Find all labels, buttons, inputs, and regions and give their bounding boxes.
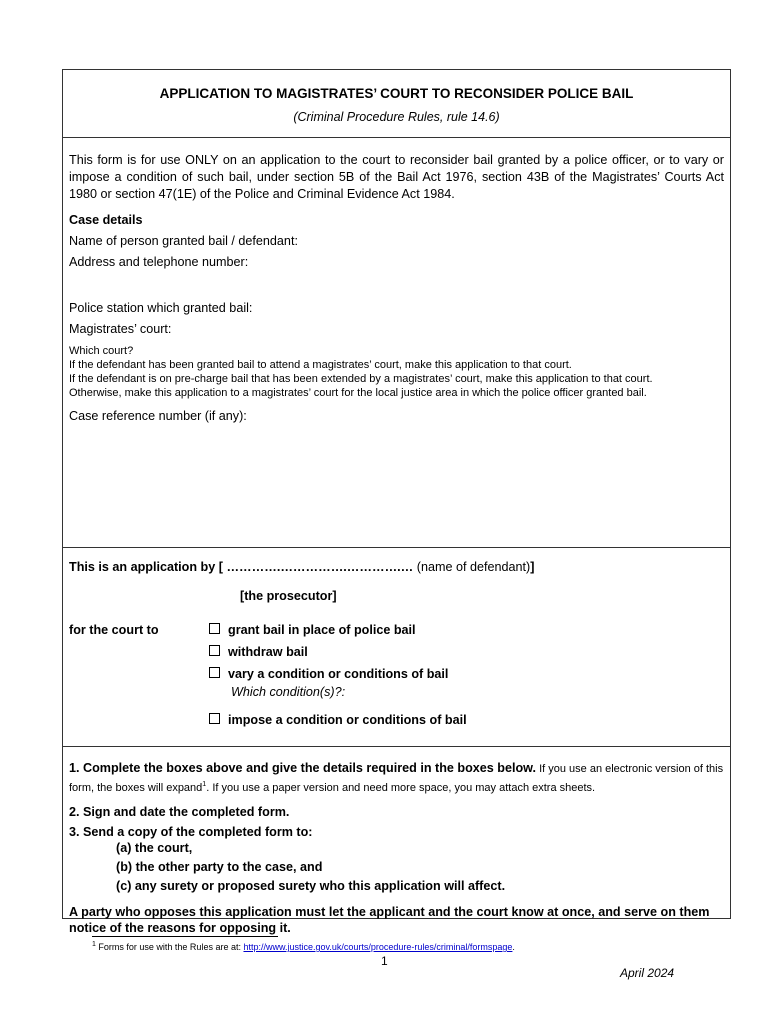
checkbox-vary-condition[interactable] (209, 667, 220, 678)
form-subtitle: (Criminal Procedure Rules, rule 14.6) (293, 110, 500, 124)
address-field[interactable]: Address and telephone number: (69, 255, 249, 269)
case-details-section (63, 138, 730, 548)
step-1-heading: 1. Complete the boxes above and give the details required in the boxes below. (69, 761, 537, 775)
checkbox-impose-condition[interactable] (209, 713, 220, 724)
step-1-text-a: If you use an electronic version of this form, the boxes will expand (69, 763, 724, 795)
footnote (92, 941, 515, 952)
application-by-prefix: This is an application by [ ………….…………….………….… (69, 560, 417, 574)
checkbox-grant-bail[interactable] (209, 623, 220, 634)
footnote-ref: 1 (202, 781, 207, 788)
send-to-other-party: (b) the other party to the case, and (116, 860, 323, 875)
which-court-rule-3: Otherwise, make this application to a magistrates’ court for the local justice area in which the police officer granted bail. (69, 387, 647, 399)
defendant-name-field[interactable]: Name of person granted bail / defendant: (69, 234, 298, 248)
intro-text: This form is for use ONLY on an application to the court to reconsider bail granted by a police officer, or to vary or impose a condition of such bail, under section 5B of the Bail Act 1976, section 43B of the Magistrates’ Courts Act 1980 or section 47(1E) of the Police and Criminal Evidence Act 1984. (69, 153, 724, 201)
option-impose-condition-label: impose a condition or conditions of bail (228, 713, 467, 727)
prosecutor-option: [the prosecutor] (240, 589, 337, 603)
step-1-text-b: . If you use a paper version and need more space, you may attach extra sheets. (206, 782, 596, 795)
which-court-guidance (69, 344, 724, 400)
application-section (63, 548, 730, 747)
opposition-notice: A party who opposes this application must let the applicant and the court know at once, and serve on them notice of the reasons for opposing it. (69, 905, 710, 936)
defendant-name-hint: (name of defendant) (416, 560, 531, 574)
case-details-heading: Case details (69, 213, 143, 227)
option-vary-condition[interactable] (209, 667, 448, 681)
forms-link[interactable]: http://www.justice.gov.uk/courts/procedure-rules/criminal/formspage (243, 942, 513, 952)
option-vary-condition-label: vary a condition or conditions of bail (228, 667, 449, 681)
option-grant-bail[interactable] (209, 623, 416, 637)
send-to-court: (a) the court, (116, 841, 193, 856)
which-court-rule-1: If the defendant has been granted bail to attend a magistrates’ court, make this application to that court. (69, 359, 572, 371)
instructions-section (63, 747, 730, 936)
form-date: April 2024 (620, 966, 675, 980)
application-by-suffix: ] (530, 560, 535, 574)
form-title: APPLICATION TO MAGISTRATES’ COURT TO RECONSIDER POLICE BAIL (159, 86, 634, 101)
checkbox-withdraw-bail[interactable] (209, 645, 220, 656)
instruction-step-3: 3. Send a copy of the completed form to: (69, 825, 313, 840)
police-station-field[interactable]: Police station which granted bail: (69, 301, 253, 315)
page-number: 1 (381, 954, 388, 968)
which-conditions-label: Which condition(s)?: (231, 685, 346, 699)
footnote-end: . (512, 942, 515, 952)
application-by-line (69, 560, 534, 574)
which-court-question: Which court? (69, 345, 134, 357)
footnote-number: 1 (92, 941, 96, 948)
instruction-step-1 (69, 760, 724, 796)
option-withdraw-bail[interactable] (209, 645, 308, 659)
instruction-step-2: 2. Sign and date the completed form. (69, 805, 290, 820)
send-to-list (116, 839, 724, 896)
option-grant-bail-label: grant bail in place of police bail (228, 623, 416, 637)
form-header (63, 70, 730, 138)
magistrates-court-field[interactable]: Magistrates’ court: (69, 322, 172, 336)
case-reference-field[interactable]: Case reference number (if any): (69, 409, 247, 423)
send-to-surety: (c) any surety or proposed surety who this application will affect. (116, 879, 506, 894)
application-form (62, 69, 731, 936)
option-withdraw-bail-label: withdraw bail (228, 645, 308, 659)
footnote-text: Forms for use with the Rules are at: (95, 942, 244, 952)
option-impose-condition[interactable] (209, 713, 467, 727)
footnote-divider (92, 936, 278, 937)
which-court-rule-2: If the defendant is on pre-charge bail that has been extended by a magistrates’ court, make this application to that court. (69, 373, 653, 385)
for-court-label: for the court to (69, 623, 159, 637)
